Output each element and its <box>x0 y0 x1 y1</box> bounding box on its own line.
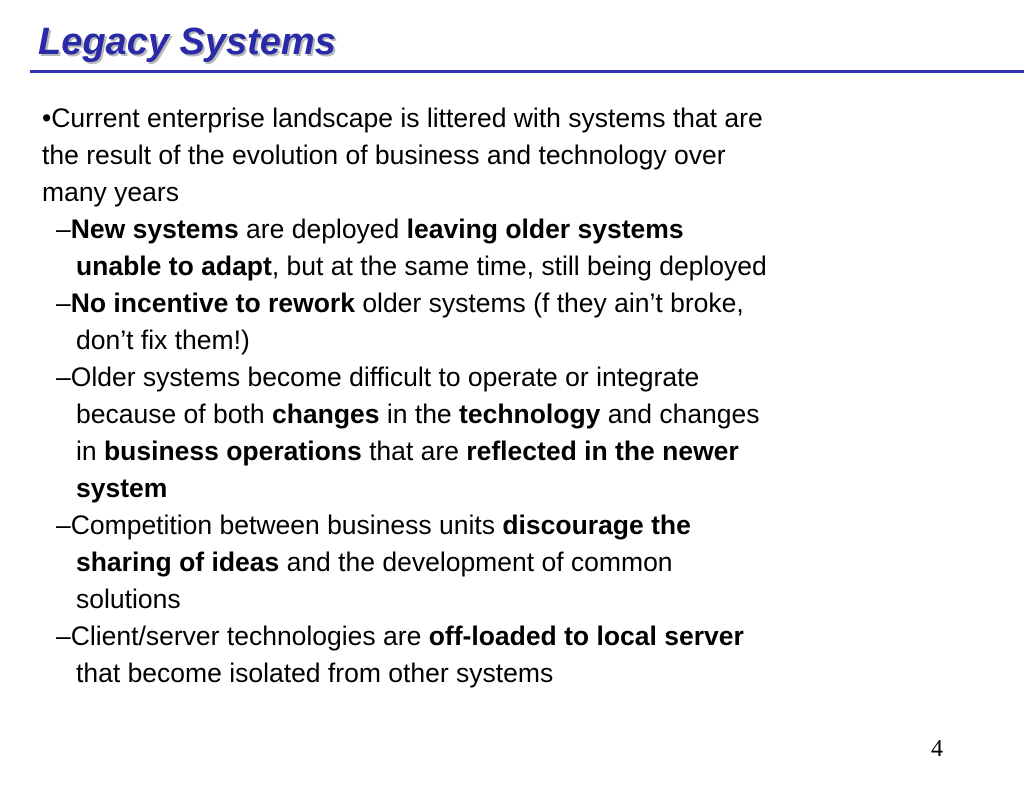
bullet-item-line <box>35 100 995 137</box>
body-text: Client/server technologies are <box>70 621 429 651</box>
bullet-marker: – <box>56 288 71 318</box>
body-text: that are <box>361 436 467 466</box>
sub-bullet-item <box>35 507 995 618</box>
body-text: solutions <box>76 584 181 614</box>
body-text: the result of the evolution of business and technology over <box>42 140 726 170</box>
sub-bullet-item-line <box>35 507 995 544</box>
sub-bullet-item-line <box>35 396 995 433</box>
emphasis-text: New systems <box>70 214 239 244</box>
body-text: are deployed <box>238 214 407 244</box>
emphasis-text: technology <box>459 399 601 429</box>
emphasis-text: leaving older systems <box>406 214 684 244</box>
sub-bullet-item-line <box>35 322 995 359</box>
emphasis-text: business operations <box>104 436 362 466</box>
sub-bullet-item-line <box>35 544 995 581</box>
body-text: and the development of common <box>279 547 673 577</box>
body-text: in <box>76 436 104 466</box>
emphasis-text: sharing of ideas <box>76 547 280 577</box>
bullet-marker: – <box>56 362 71 392</box>
bullet-marker: – <box>56 214 71 244</box>
body-text: don’t fix them!) <box>76 325 250 355</box>
body-text: many years <box>42 177 179 207</box>
bullet-item-line <box>35 174 995 211</box>
emphasis-text: unable to adapt <box>76 251 272 281</box>
emphasis-text: system <box>76 473 168 503</box>
slide-title: Legacy Systems <box>38 21 336 63</box>
sub-bullet-item <box>35 618 995 692</box>
sub-bullet-item-line <box>35 581 995 618</box>
body-text: Older systems become difficult to operate or integrate <box>70 362 700 392</box>
emphasis-text: off-loaded to local server <box>428 621 744 651</box>
body-text: older systems (f they ain’t broke, <box>354 288 744 318</box>
body-text: Competition between business units <box>70 510 503 540</box>
emphasis-text: No incentive to rework <box>70 288 355 318</box>
body-text: because of both <box>76 399 272 429</box>
emphasis-text: reflected in the newer <box>466 436 739 466</box>
body-text: and changes <box>600 399 760 429</box>
sub-bullet-item <box>35 359 995 507</box>
bullet-marker: • <box>42 103 52 133</box>
sub-bullet-item-line <box>35 359 995 396</box>
body-text: Current enterprise landscape is littered with systems that are <box>51 103 763 133</box>
body-text: that become isolated from other systems <box>76 658 554 688</box>
bullet-marker: – <box>56 510 71 540</box>
sub-bullet-item-line <box>35 211 995 248</box>
sub-bullet-item-line <box>35 285 995 322</box>
emphasis-text: changes <box>271 399 380 429</box>
slide-body <box>35 100 995 692</box>
sub-bullet-item <box>35 285 995 359</box>
page-number: 4 <box>931 736 943 762</box>
sub-bullet-item-line <box>35 618 995 655</box>
sub-bullet-item <box>35 211 995 285</box>
emphasis-text: discourage the <box>502 510 691 540</box>
bullet-marker: – <box>56 621 71 651</box>
sub-bullet-item-line <box>35 248 995 285</box>
bullet-item <box>35 100 995 211</box>
sub-bullet-item-line <box>35 470 995 507</box>
bullet-item-line <box>35 137 995 174</box>
sub-bullet-item-line <box>35 433 995 470</box>
title-underline <box>30 70 1024 73</box>
body-text: , but at the same time, still being deployed <box>271 251 767 281</box>
sub-bullet-item-line <box>35 655 995 692</box>
body-text: in the <box>379 399 460 429</box>
